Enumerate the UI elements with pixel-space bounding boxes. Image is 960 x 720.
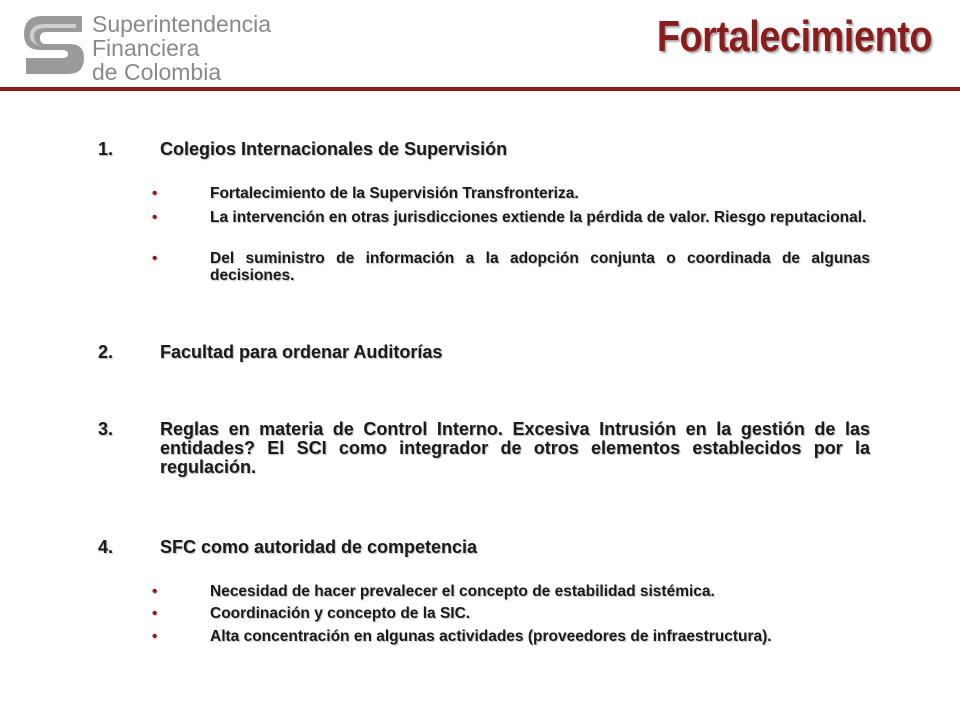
section-number: 2. (98, 342, 114, 362)
logo-line-1: Superintendencia (92, 11, 272, 37)
section-number: 1. (98, 139, 114, 159)
logo-line-3: de Colombia (92, 59, 222, 85)
section-heading: Reglas en materia de Control Interno. Excesiva Intrusión en la gestión de las entidades? El SCI como integrador de otros elementos establecidos por la regulación. (160, 419, 870, 477)
section-number: 4. (98, 537, 114, 557)
logo-line-2: Financiera (92, 35, 200, 61)
bullet-icon: • (152, 583, 158, 600)
bullet-icon: • (152, 185, 158, 202)
bullet-item (152, 628, 870, 645)
section-4 (98, 538, 870, 557)
bullet-text: La intervención en otras jurisdicciones extiende la pérdida de valor. Riesgo reputacional. (210, 209, 867, 226)
bullet-icon: • (152, 605, 158, 622)
title-divider (0, 87, 960, 91)
bullet-icon: • (152, 250, 158, 267)
bullet-icon: • (152, 209, 158, 226)
bullet-text: Fortalecimiento de la Supervisión Transfronteriza. (210, 185, 579, 202)
section-heading: SFC como autoridad de competencia (160, 537, 478, 557)
bullet-item (152, 605, 870, 622)
section-2 (98, 343, 870, 362)
bullet-item (152, 209, 870, 226)
sfc-logo (20, 10, 272, 85)
section-heading: Facultad para ordenar Auditorías (160, 342, 443, 362)
bullet-item (152, 185, 870, 202)
section-1 (98, 140, 870, 159)
bullet-icon: • (152, 628, 158, 645)
bullet-item (152, 250, 870, 284)
bullet-text: Necesidad de hacer prevalecer el concepto de estabilidad sistémica. (210, 583, 715, 600)
section-3 (98, 420, 870, 477)
sfc-logo-icon (20, 10, 88, 78)
section-number: 3. (98, 419, 114, 439)
bullet-text: Coordinación y concepto de la SIC. (210, 605, 471, 622)
bullet-text: Del suministro de información a la adopción conjunta o coordinada de algunas decisiones. (210, 250, 870, 284)
bullet-item (152, 583, 870, 600)
page-title: Fortalecimiento (656, 12, 932, 61)
section-heading: Colegios Internacionales de Supervisión (160, 139, 508, 159)
bullet-text: Alta concentración en algunas actividades (proveedores de infraestructura). (210, 628, 772, 645)
